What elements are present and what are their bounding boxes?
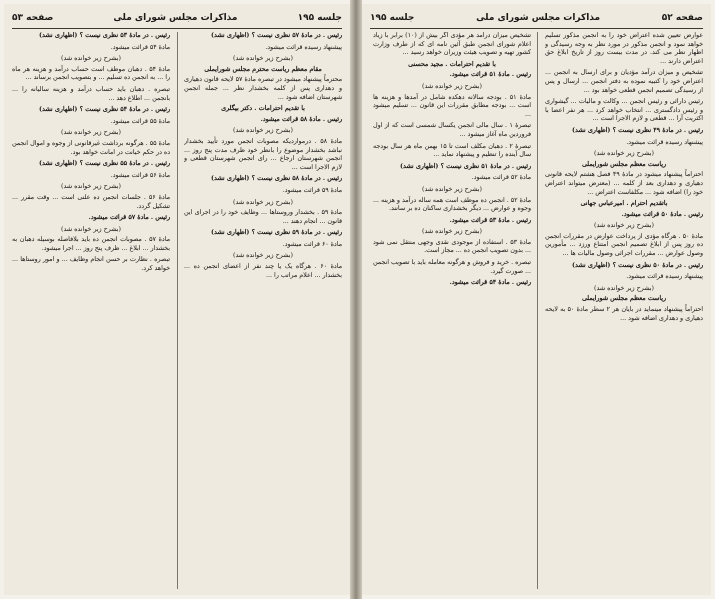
reading-note: (بشرح زیر خوانده شد) xyxy=(233,198,293,206)
reading-note: (بشرح زیر خوانده شد) xyxy=(422,228,482,236)
session-number: صفحه ۵۳ xyxy=(12,13,54,23)
speaker-line: رئیس . مادهٔ ۵۸ قرائت میشود. xyxy=(260,115,342,123)
paragraph: مادهٔ ۵۴ قرائت میشود. xyxy=(110,43,170,51)
paragraph: مادهٔ ۵۴ . دهبان موظف است حساب درآمد و هزینه هر ماه را ... به انجمن ده تسلیم ... و بتصویب انجمن برساند ... xyxy=(12,65,170,82)
reading-note: (بشرح زیر خوانده شد) xyxy=(61,129,121,137)
paragraph: پیشنهاد رسیده قرائت میشود. xyxy=(265,43,342,51)
reading-note: (بشرح زیر خوانده شد) xyxy=(61,183,121,191)
letter-heading: با تقدیم احترامات . مجید محسنی xyxy=(408,60,496,68)
letter-heading: با تقدیم احترامات . دکتر بیگلری xyxy=(221,105,305,113)
page-number: صفحه ۵۲ xyxy=(661,13,703,23)
speaker-line: رئیس . در مادهٔ ۵۸ نظری نیست ؟ (اظهاری نشد) xyxy=(211,175,342,183)
speaker-line: رئیس . در مادهٔ ۵۵ نظری نیست ؟ (اظهاری نشد) xyxy=(39,160,170,168)
speaker-line: رئیس . در مادهٔ ۵۴ نظری نیست ؟ (اظهاری نشد) xyxy=(39,106,170,114)
reading-note: (بشرح زیر خوانده شد) xyxy=(61,55,121,63)
right-page xyxy=(362,4,711,595)
reading-note: (بشرح زیر خوانده شد) xyxy=(594,284,654,292)
speaker-line: رئیس . مادهٔ ۵۱ قرائت میشود. xyxy=(449,71,531,79)
reading-note: (بشرح زیر خوانده شد) xyxy=(61,225,121,233)
left-page-header xyxy=(12,10,342,29)
left-page-column-left xyxy=(12,32,170,589)
paragraph: تشخیص میزان درآمد هر مؤدی اگر بیش از (۱۰) برابر با زیاد اعلام شورای انجمن طبق آئین نامه ای که از طرف وزارت کشور تهیه و تصویب هیئت وزیران خواهد رسید ... xyxy=(373,32,531,57)
column-rule xyxy=(177,32,178,589)
reading-note: (بشرح زیر خوانده شد) xyxy=(233,127,293,135)
paragraph: مادهٔ ۵۳ . استفاده از موجودی نقدی وجهی منتقل نمی شود ... بدون تصویب انجمن ده ... مجاز است. xyxy=(373,238,531,255)
letter-heading: ریاست معظم مجلس شورایملی xyxy=(581,160,667,168)
speaker-line: رئیس . در مادهٔ ۵۱ نظری نیست ؟ (اظهاری نشد) xyxy=(400,162,531,170)
speaker-line: رئیس . در مادهٔ ۵۹ نظری نیست ؟ (اظهاری نشد) xyxy=(211,229,342,237)
paragraph: احتراماً پیشنهاد میشود در مادهٔ ۴۹ فصل هشتم لایحه قانونی دهیاری و دهداری بعد از کلمه ... (معترض میتواند اعتراض خود را) اضافه شود ... مکلفاست اعتراض ... xyxy=(545,171,703,196)
paragraph: مادهٔ ۵۲ قرائت میشود. xyxy=(471,174,531,182)
paragraph: تشخیص و میزان درآمد مؤدیان و برای ارسال به انجمن ... اعتراض خود را کتبیه نموده به دفتر انجمن ... ارسال و پس از رسیدگی تصمیم انجمن قطعی خواهد بود ... xyxy=(545,69,703,94)
paragraph: احتراماً پیشنهاد مینماید در بایان هر ۲ سطر مادهٔ ۵۰ به لایحه دهیاری و دهداری اضافه شود ... xyxy=(545,306,703,322)
paragraph: رئیس دارائی و رئیس انجمن ... وکالت و مالیات ... گیشواری و رئیس دادگستری ... انتخاب خواهد کرد ... هر نفر اعضا با اکثریت آرا ... قطعی و لازم الاجرا است ... xyxy=(545,98,703,123)
paragraph: پیشنهاد رسیده قرائت میشود. xyxy=(626,138,703,146)
reading-note: (بشرح زیر خوانده شد) xyxy=(594,222,654,230)
paragraph: مادهٔ ۵۶ قرائت میشود. xyxy=(110,171,170,179)
paragraph: مادهٔ ۶۰ . هرگاه یک یا چند نفر از اعضای انجمن ده ... بخشدار ... اعلام مراتب را ... xyxy=(184,263,342,279)
book-gutter xyxy=(350,0,362,599)
column-rule xyxy=(537,32,538,589)
running-title: مذاکرات مجلس شورای ملی xyxy=(476,13,601,23)
letter-heading: ریاست معظم مجلس شورایملی xyxy=(581,295,667,303)
paragraph: مادهٔ ۵۵ قرائت میشود. xyxy=(110,117,170,125)
speaker-line: رئیس . در مادهٔ ۴۹ نظری نیست ؟ (اظهاری نشد) xyxy=(572,126,703,134)
speaker-line: رئیس . مادهٔ ۵۳ قرائت میشود. xyxy=(449,216,531,224)
paragraph: تبصرهٔ ۲ . دهبان مکلف است تا ۱۵ بهمن ماه هر سال بودجه سال آینده را تنظیم و پیشنهاد نماید ... xyxy=(373,142,531,159)
paragraph: پیشنهاد رسیده قرائت میشود. xyxy=(626,273,703,281)
paragraph: مادهٔ ۵۱ . بودجه سالانه دهکده شامل در آمدها و هزینه ها است ... بودجه مطابق مقررات این قانون ... تسلیم میشود ... xyxy=(373,93,531,118)
speaker-line: رئیس . مادهٔ ۵۷ قرائت میشود. xyxy=(88,214,170,222)
paragraph: مادهٔ ۵۸ . درمواردیکه مصوبات انجمن مورد تأیید بخشدار نباشد بخشدار موضوع را بانظر خود ظرف مدت پنج روز ... انجمن شهرستان ارجاع ... رای انجمن شهرستان قطعی و لازم الاجرا است ... xyxy=(184,137,342,171)
paragraph: مادهٔ ۵۷ . مصوبات انجمن ده باید بلافاصله بوسیله دهبان به بخشدار ... ابلاغ ... ظرف پنج روز ... اجرا میشود. xyxy=(12,236,170,252)
paragraph: تبصرهٔ ۱ . سال مالی انجمن یکسال شمسی است که از اول فروردین ماه آغاز میشود ... xyxy=(373,122,531,138)
reading-note: (بشرح زیر خوانده شد) xyxy=(233,252,293,260)
reading-note: (بشرح زیر خوانده شد) xyxy=(422,82,482,90)
paragraph: تبصره . دهبان باید حساب درآمد و هزینه ساليانه را ... بانجمن ... اطلاع دهد ... xyxy=(12,85,170,102)
paragraph: مادهٔ ۵۹ . بخشدار وروستاها ... وظایف خود را در اجرای این قانون ... انجام دهند ... xyxy=(184,209,342,225)
paragraph: مادهٔ ۵۶ . جلسات انجمن ده علنی است ... وقت مقرر ... تشکیل گردد. xyxy=(12,193,170,210)
paragraph: عوارض تعیین شده اعتراض خود را به انجمن مذکور تسلیم خواهد نمود و انجمن مذکور در مورد نظر به وجه رسیدگی و اظهار نظر می کند. در مدت بیست روز از تاریخ ابلاغ حق اعتراض دارند ... xyxy=(545,32,703,65)
right-page-column-right xyxy=(545,32,703,589)
reading-note: (بشرح زیر خوانده شد) xyxy=(422,185,482,193)
speaker-line: رئیس . مادهٔ ۵۰ قرائت میشود. xyxy=(621,210,703,218)
right-page-column-left xyxy=(373,32,531,589)
left-page xyxy=(4,4,350,595)
reading-note: (بشرح زیر خوانده شد) xyxy=(233,55,293,63)
speaker-line: رئیس . مادهٔ ۵۴ قرائت میشود. xyxy=(449,279,531,287)
speaker-line: رئیس . در مادهٔ ۵۷ نظری نیست ؟ (اظهاری نشد) xyxy=(211,32,342,39)
letter-heading: مقام معظم ریاست محترم مجلس شورایملی xyxy=(204,65,322,73)
letter-heading: باتقدیم احترام . امیرعباس جهانی xyxy=(580,200,668,208)
reading-note: (بشرح زیر خوانده شد) xyxy=(594,150,654,158)
session-number: جلسه ۱۹۵ xyxy=(370,13,415,23)
right-page-header xyxy=(370,10,703,29)
paragraph: مادهٔ ۶۰ قرائت میشود. xyxy=(282,240,342,248)
speaker-line: رئیس . در مادهٔ ۵۰ نظری نیست ؟ (اظهاری نشد) xyxy=(572,261,703,269)
page-number: جلسه ۱۹۵ xyxy=(297,13,342,23)
speaker-line: رئیس . در مادهٔ ۵۳ نظری نیست ؟ (اظهاری نشد) xyxy=(39,32,170,39)
paragraph: مادهٔ ۵۰ . هرگاه مؤدی از پرداخت عوارض در مقررات انجمن ده روز پس از ابلاغ تصمیم انجمن امتناع ورزد ... مأمورین وصول عوارض ... مقررات اجرائی وصول مالیات ها ... xyxy=(545,232,703,258)
paragraph: مادهٔ ۵۵ . هرگونه برداشت غیرقانونی از وجوه و اموال انجمن ده در حکم خیانت در امانت خواهد بود. xyxy=(12,139,170,156)
left-page-column-right xyxy=(184,32,342,589)
paragraph: تبصره . خرید و فروش و هرگونه معامله باید با تصویب انجمن ... صورت گیرد. xyxy=(373,259,531,275)
paragraph: محترماً پیشنهاد میشود در تبصره مادهٔ ۵۷ لایحه قانون دهیاری و دهداری پس از کلمه بخشدار نظر ... جمله انجمن شهرستان اضافه شود ... xyxy=(184,76,342,101)
paragraph: تبصره . نظارت بر حسن انجام وظایف ... و امور روستاها ... خواهد کرد. xyxy=(12,256,170,273)
paragraph: مادهٔ ۵۹ قرائت میشود. xyxy=(282,186,342,194)
running-title: مذاکرات مجلس شورای ملی xyxy=(113,13,238,23)
paragraph: مادهٔ ۵۲ . انجمن ده موظف است همه ساله درآمد و هزینه ... وجوه و عوارض ... دیگر بخشداری ساکنان ده بر سانند. xyxy=(373,196,531,213)
